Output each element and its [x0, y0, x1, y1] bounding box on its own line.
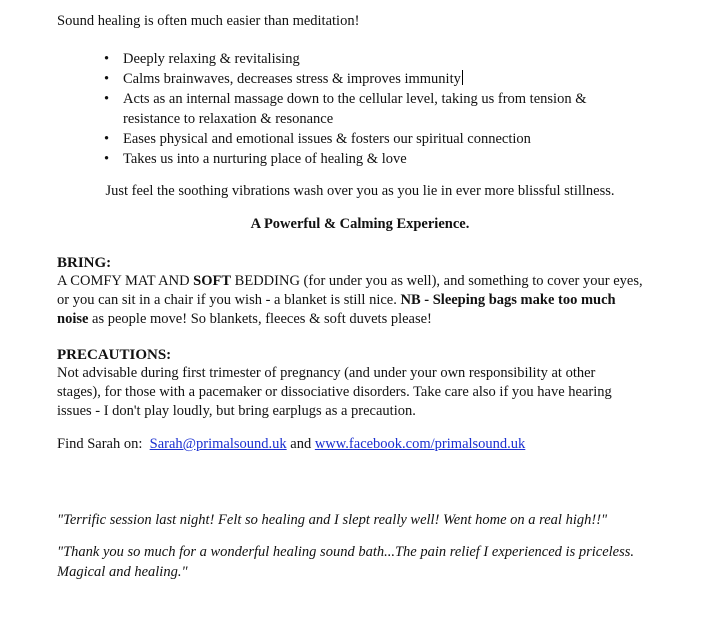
- precautions-line-1: Not advisable during first trimester of pregnancy (and under your own responsibility at other: [57, 365, 596, 381]
- list-item-text-continued: resistance to relaxation & resonance: [123, 111, 334, 127]
- testimonial-2-line-1: "Thank you so much for a wonderful healing sound bath...The pain relief I experienced is priceless.: [57, 544, 635, 560]
- bullet-icon: •: [104, 51, 110, 67]
- bring-text-bold: SOFT: [193, 273, 232, 289]
- list-item: [104, 49, 586, 69]
- bring-text: or you can sit in a chair if you wish - a blanket is still nice.: [57, 292, 401, 308]
- intro-text: Sound healing is often much easier than meditation!: [57, 13, 360, 29]
- precautions-heading: PRECAUTIONS:: [57, 347, 172, 363]
- bring-line-1: [57, 271, 643, 291]
- bring-text: as people move! So blankets, fleeces & soft duvets please!: [88, 311, 432, 327]
- benefits-list: [104, 49, 586, 169]
- contact-and: and: [286, 436, 315, 452]
- testimonial-2-line-2: Magical and healing.": [57, 564, 188, 580]
- bring-line-2: [57, 290, 616, 310]
- bring-heading: BRING:: [57, 255, 112, 271]
- text-cursor: [462, 70, 463, 85]
- soothing-text: Just feel the soothing vibrations wash over you as you lie in ever more blissful stillness.: [105, 183, 615, 199]
- email-link[interactable]: Sarah@primalsound.uk: [149, 436, 287, 452]
- list-item: [104, 149, 586, 169]
- list-item: [104, 69, 586, 89]
- bring-text-bold: NB - Sleeping bags make too much: [400, 292, 616, 308]
- bring-text: A COMFY MAT AND: [57, 273, 194, 289]
- bullet-icon: •: [104, 91, 110, 107]
- precautions-line-3: issues - I don't play loudly, but bring earplugs as a precaution.: [57, 403, 416, 419]
- list-item-text: Eases physical and emotional issues & fosters our spiritual connection: [123, 131, 531, 147]
- bullet-icon: •: [104, 71, 110, 87]
- list-item: [104, 89, 586, 129]
- bullet-icon: •: [104, 151, 110, 167]
- list-item-text: Calms brainwaves, decreases stress & improves immunity: [123, 71, 461, 87]
- facebook-link[interactable]: www.facebook.com/primalsound.uk: [314, 436, 526, 452]
- list-item-text: Acts as an internal massage down to the cellular level, taking us from tension &: [123, 91, 587, 107]
- contact-line: [57, 434, 525, 454]
- precautions-line-2: stages), for those with a pacemaker or dissociative disorders. Take care also if you have hearing: [57, 384, 612, 400]
- list-item-text: Deeply relaxing & revitalising: [123, 51, 300, 67]
- bring-line-3: [57, 309, 432, 329]
- list-item: [104, 129, 586, 149]
- bullet-icon: •: [104, 131, 110, 147]
- tagline: A Powerful & Calming Experience.: [250, 216, 470, 232]
- testimonial-1: "Terrific session last night! Felt so healing and I slept really well! Went home on a real high!!": [57, 512, 608, 528]
- list-item-text: Takes us into a nurturing place of healing & love: [123, 151, 407, 167]
- bring-text-bold: noise: [57, 311, 89, 327]
- bring-text: BEDDING (for under you as well), and something to cover your eyes,: [231, 273, 643, 289]
- contact-prefix: Find Sarah on:: [57, 436, 150, 452]
